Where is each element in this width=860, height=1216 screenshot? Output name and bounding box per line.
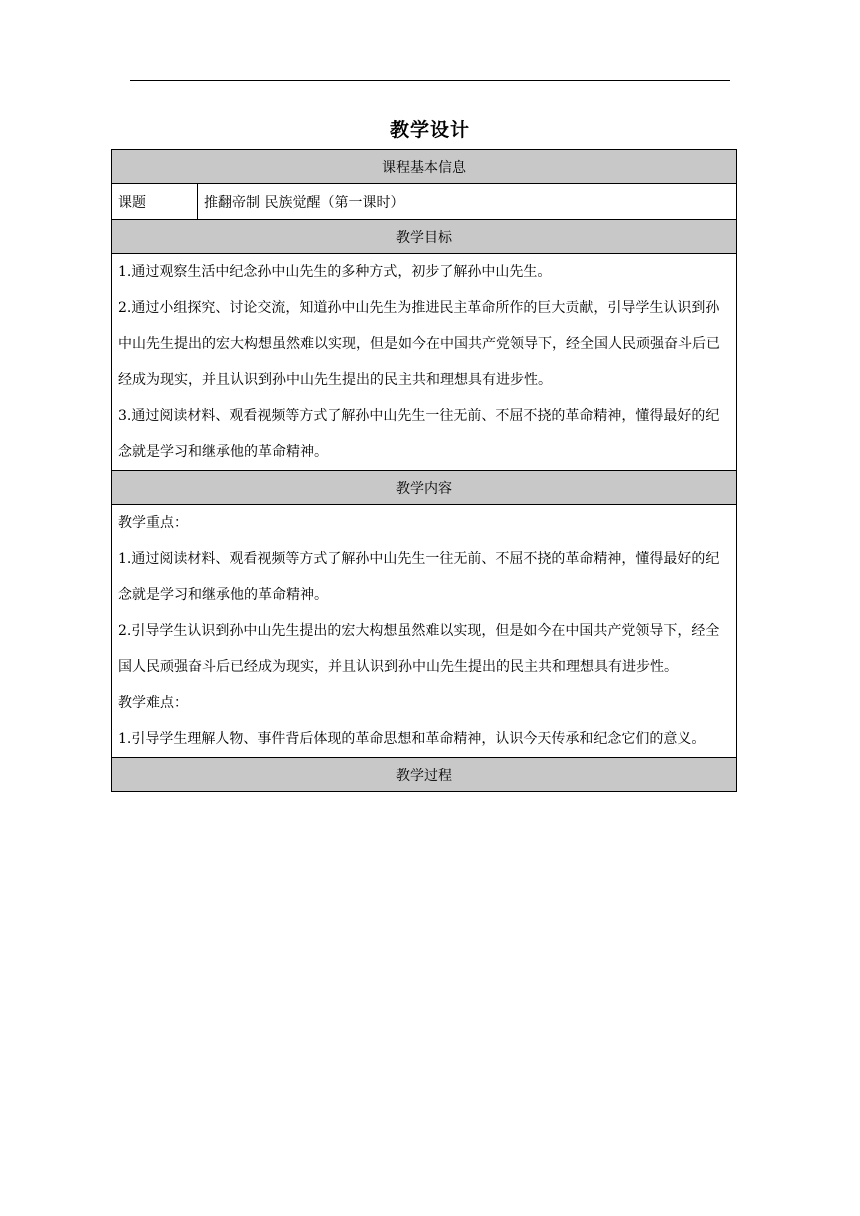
objective-item: 3.通过阅读材料、观看视频等方式了解孙中山先生一往无前、不屈不挠的革命精神，懂得最好的纪念就是学习和继承他的革命精神。 bbox=[118, 408, 720, 460]
lesson-design-table bbox=[111, 149, 737, 792]
difficulties-label: 教学难点： bbox=[118, 695, 188, 711]
header-rule bbox=[130, 80, 730, 81]
section-header-process: 教学过程 bbox=[112, 758, 737, 792]
topic-label: 课题 bbox=[112, 184, 198, 220]
topic-value: 推翻帝制 民族觉醒（第一课时） bbox=[198, 184, 737, 220]
section-header-objectives: 教学目标 bbox=[112, 220, 737, 254]
objective-item: 2.通过小组探究、讨论交流，知道孙中山先生为推进民主革命所作的巨大贡献，引导学生认识到孙中山先生提出的宏大构想虽然难以实现，但是如今在中国共产党领导下，经全国人民顽强奋斗后已经成为现实，并且认识到孙中山先生提出的民主共和理想具有进步性。 bbox=[118, 300, 720, 388]
objective-item: 1.通过观察生活中纪念孙中山先生的多种方式，初步了解孙中山先生。 bbox=[118, 264, 552, 280]
section-header-content: 教学内容 bbox=[112, 471, 737, 505]
key-point-item: 1.通过阅读材料、观看视频等方式了解孙中山先生一往无前、不屈不挠的革命精神，懂得最好的纪念就是学习和继承他的革命精神。 bbox=[118, 551, 720, 603]
difficulty-item: 1.引导学生理解人物、事件背后体现的革命思想和革命精神，认识今天传承和纪念它们的意义。 bbox=[118, 731, 706, 747]
teaching-content bbox=[112, 505, 737, 758]
document-title: 教学设计 bbox=[389, 119, 470, 141]
section-header-basic-info: 课程基本信息 bbox=[112, 150, 737, 184]
objectives-content bbox=[112, 254, 737, 471]
key-point-item: 2.引导学生认识到孙中山先生提出的宏大构想虽然难以实现，但是如今在中国共产党领导下，经全国人民顽强奋斗后已经成为现实，并且认识到孙中山先生提出的民主共和理想具有进步性。 bbox=[118, 623, 720, 675]
key-points-label: 教学重点： bbox=[118, 515, 188, 531]
